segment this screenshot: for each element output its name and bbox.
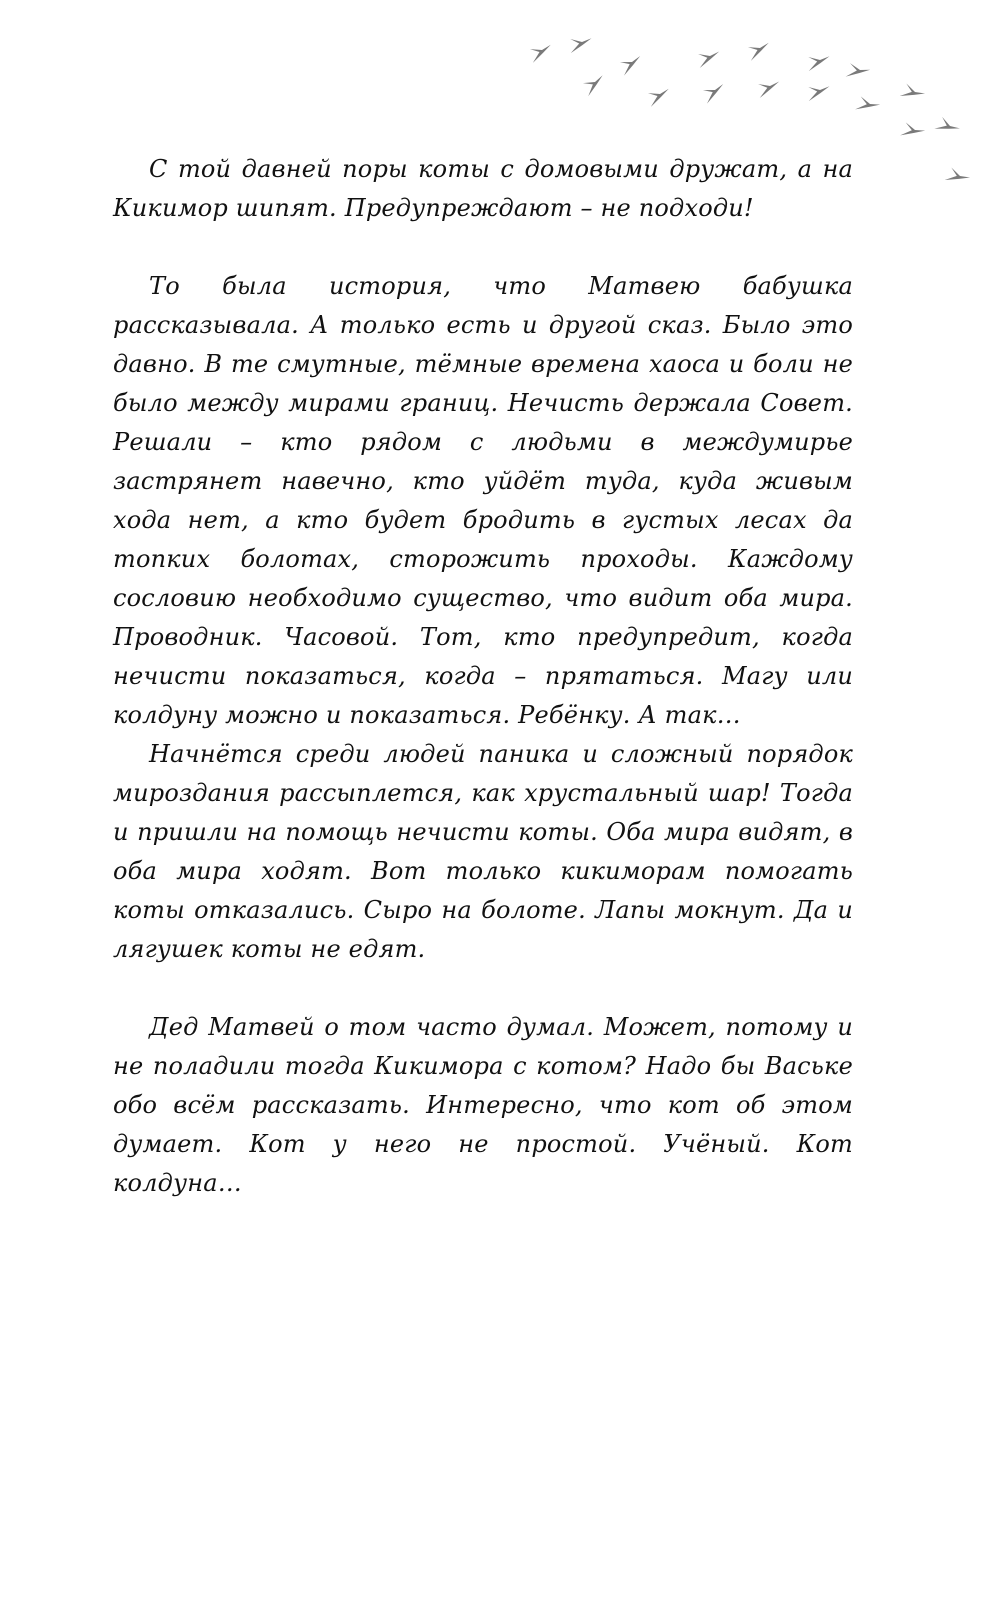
bird-icon xyxy=(806,83,831,101)
bird-icon xyxy=(528,42,554,63)
paragraph-gap xyxy=(113,969,853,1008)
bird-icon xyxy=(701,81,728,103)
bird-icon xyxy=(646,86,672,107)
bird-icon xyxy=(945,167,971,188)
bird-icon xyxy=(900,83,926,104)
bird-icon xyxy=(756,79,782,98)
bird-icon xyxy=(855,96,881,115)
bird-icon xyxy=(746,40,772,61)
paragraph-3: Начнётся среди людей паника и сложный порядок мироздания рассыплется, как хрустальный шар! Тогда и пришли на помощь нечисти коты. Оба мира видят, в оба мира ходят. Вот только кикиморам помогать коты отказались. Сыро на болоте. Лапы мокнут. Да и лягушек коты не едят. xyxy=(113,740,853,963)
story-text xyxy=(113,150,853,1203)
bird-icon xyxy=(846,63,871,81)
bird-icon xyxy=(581,73,608,97)
paragraph-1: С той давней поры коты с домовыми дружат, а на Кикимор шипят. Предупреждают – не подходи! xyxy=(113,155,853,222)
paragraph-2: То была история, что Матвею бабушка рассказывала. А только есть и другой сказ. Было это давно. В те смутные, тёмные времена хаоса и боли не было между мирами границ. Нечисть держала Совет. Решали – кто рядом с людьми в междумирье застрянет навечно, кто уйдёт туда, куда живым хода нет, а кто будет бродить в густых лесах да топких болотах, сторожить проходы. Каждому сословию необходимо существо, что видит оба мира. Проводник. Часовой. Тот, кто предупредит, когда нечисти показаться, когда – прятаться. Магу или колдуну можно и показаться. Ребёнку. А так… xyxy=(113,272,853,729)
bird-icon xyxy=(618,53,645,75)
bird-icon xyxy=(568,35,593,53)
bird-icon xyxy=(806,53,831,71)
paragraph-4: Дед Матвей о том часто думал. Может, потому и не поладили тогда Кикимора с котом? Надо бы Ваське обо всём рассказать. Интересно, что кот об этом думает. Кот у него не простой. Учёный. Кот колдуна… xyxy=(113,1013,853,1197)
bird-icon xyxy=(696,49,722,68)
paragraph-gap xyxy=(113,228,853,267)
bird-icon xyxy=(900,122,926,141)
bird-icon xyxy=(934,116,961,138)
